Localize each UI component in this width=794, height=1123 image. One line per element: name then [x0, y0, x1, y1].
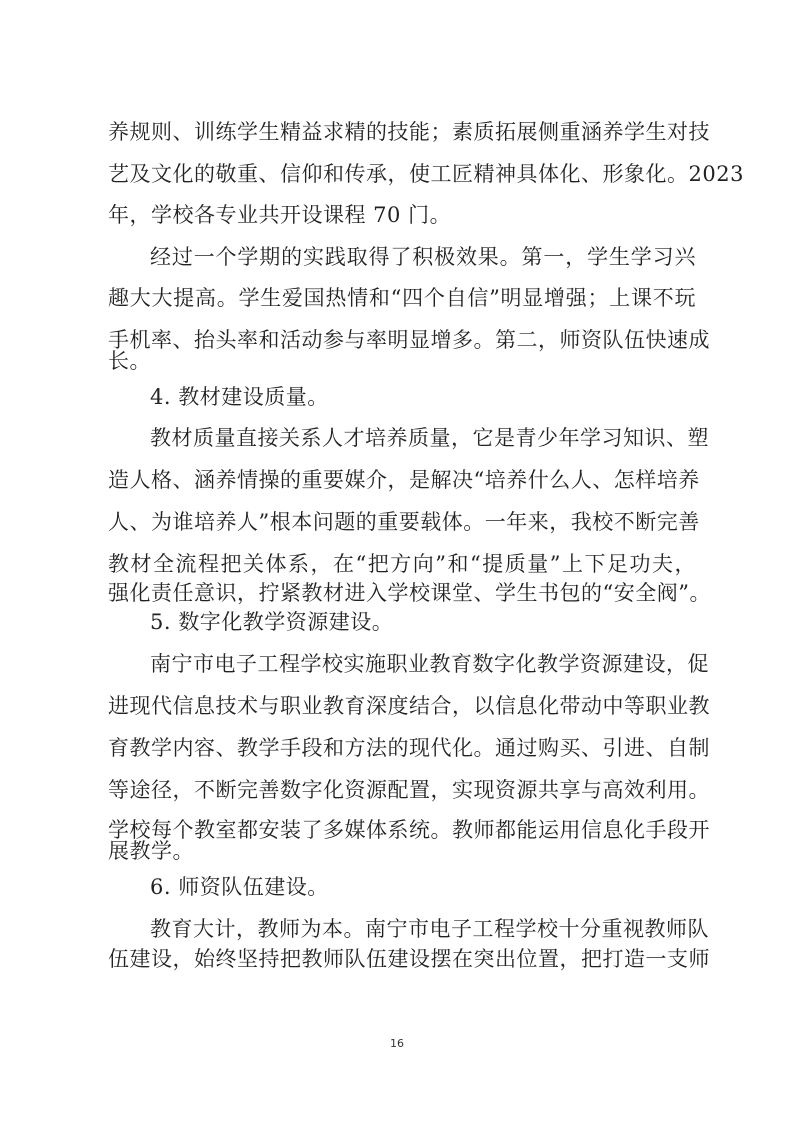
section-heading: 6. 师资队伍建设。 — [150, 875, 329, 899]
paragraph-line: 学校每个教室都安装了多媒体系统。教师都能运用信息化手段开 — [108, 818, 710, 842]
paragraph-line: 教材全流程把关体系，在“把方向”和“提质量”上下足功夫， — [108, 552, 696, 576]
paragraph-line: 手机率、抬头率和活动参与率明显增多。第二，师资队伍快速成 — [108, 328, 710, 352]
paragraph-line: 养规则、训练学生精益求精的技能；素质拓展侧重涵养学生对技 — [108, 120, 710, 144]
page-number: 16 — [390, 1037, 404, 1050]
paragraph-line: 年，学校各专业共开设课程 70 门。 — [108, 203, 452, 227]
paragraph-line: 艺及文化的敬重、信仰和传承，使工匠精神具体化、形象化。2023 — [108, 162, 744, 186]
section-heading: 4. 教材建设质量。 — [150, 385, 329, 409]
paragraph-line: 等途径，不断完善数字化资源配置，实现资源共享与高效利用。 — [108, 778, 710, 802]
section-heading: 5. 数字化教学资源建设。 — [150, 610, 394, 634]
paragraph-line: 南宁市电子工程学校实施职业教育数字化教学资源建设，促 — [150, 652, 709, 676]
paragraph-line: 育教学内容、教学手段和方法的现代化。通过购买、引进、自制 — [108, 736, 710, 760]
paragraph-line: 人、为谁培养人”根本问题的重要载体。一年来，我校不断完善 — [108, 510, 700, 534]
paragraph-line: 趣大大提高。学生爱国热情和“四个自信”明显增强；上课不玩 — [108, 286, 696, 310]
paragraph-line: 经过一个学期的实践取得了积极效果。第一，学生学习兴 — [150, 245, 696, 269]
paragraph-line: 长。 — [108, 349, 151, 373]
paragraph-line: 进现代信息技术与职业教育深度结合，以信息化带动中等职业教 — [108, 694, 710, 718]
paragraph-line: 伍建设，始终坚持把教师队伍建设摆在突出位置，把打造一支师 — [108, 947, 710, 971]
paragraph-line: 教材质量直接关系人才培养质量，它是青少年学习知识、塑 — [150, 426, 709, 450]
paragraph-line: 造人格、涵养情操的重要媒介，是解决“培养什么人、怎样培养 — [108, 468, 700, 492]
paragraph-line: 强化责任意识，拧紧教材进入学校课堂、学生书包的“安全阀”。 — [108, 581, 711, 605]
paragraph-line: 展教学。 — [108, 839, 194, 863]
paragraph-line: 教育大计，教师为本。南宁市电子工程学校十分重视教师队 — [150, 917, 709, 941]
